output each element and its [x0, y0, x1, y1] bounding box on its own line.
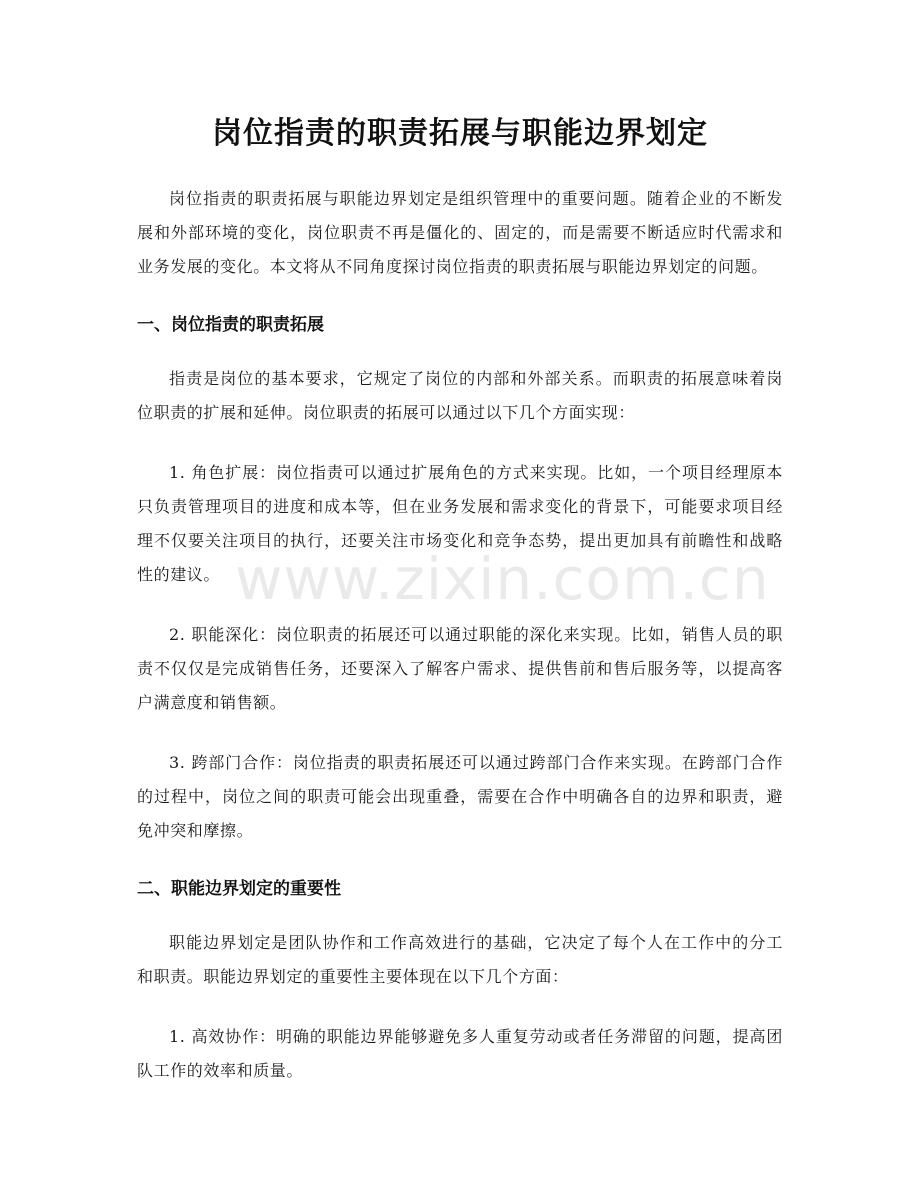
section-2-paragraph-2: 1. 高效协作：明确的职能边界能够避免多人重复劳动或者任务滞留的问题，提高团队工作的效率和质量。 [137, 1027, 783, 1080]
section-heading-1: 一、岗位指责的职责拓展 [137, 315, 324, 335]
section-1-paragraph-2: 1. 角色扩展：岗位指责可以通过扩展角色的方式来实现。比如，一个项目经理原本只负责管理项目的进度和成本等，但在业务发展和需求变化的背景下，可能要求项目经理不仅要关注项目的执行，还要关注市场变化和竞争态势，提出更加具有前瞻性和战略性的建议。 [137, 463, 783, 584]
section-1-paragraph-4: 3. 跨部门合作：岗位指责的职责拓展还可以通过跨部门合作来实现。在跨部门合作的过程中，岗位之间的职责可能会出现重叠，需要在合作中明确各自的边界和职责，避免冲突和摩擦。 [137, 753, 783, 840]
watermark: www.zixin.com.cn [235, 545, 770, 613]
document-body [137, 182, 783, 1114]
section-1-paragraph-3: 2. 职能深化：岗位职责的拓展还可以通过职能的深化来实现。比如，销售人员的职责不仅仅是完成销售任务，还要深入了解客户需求、提供售前和售后服务等，以提高客户满意度和销售额。 [137, 625, 783, 712]
section-2-paragraph-1: 职能边界划定是团队协作和工作高效进行的基础，它决定了每个人在工作中的分工和职责。职能边界划定的重要性主要体现在以下几个方面： [137, 933, 783, 986]
intro-paragraph: 岗位指责的职责拓展与职能边界划定是组织管理中的重要问题。随着企业的不断发展和外部环境的变化，岗位职责不再是僵化的、固定的，而是需要不断适应时代需求和业务发展的变化。本文将从不同角度探讨岗位指责的职责拓展与职能边界划定的问题。 [137, 189, 783, 276]
document-title: 岗位指责的职责拓展与职能边界划定 [212, 116, 708, 151]
section-heading-2: 二、职能边界划定的重要性 [137, 879, 341, 899]
section-1-paragraph-1: 指责是岗位的基本要求，它规定了岗位的内部和外部关系。而职责的拓展意味着岗位职责的扩展和延伸。岗位职责的拓展可以通过以下几个方面实现： [137, 369, 783, 422]
